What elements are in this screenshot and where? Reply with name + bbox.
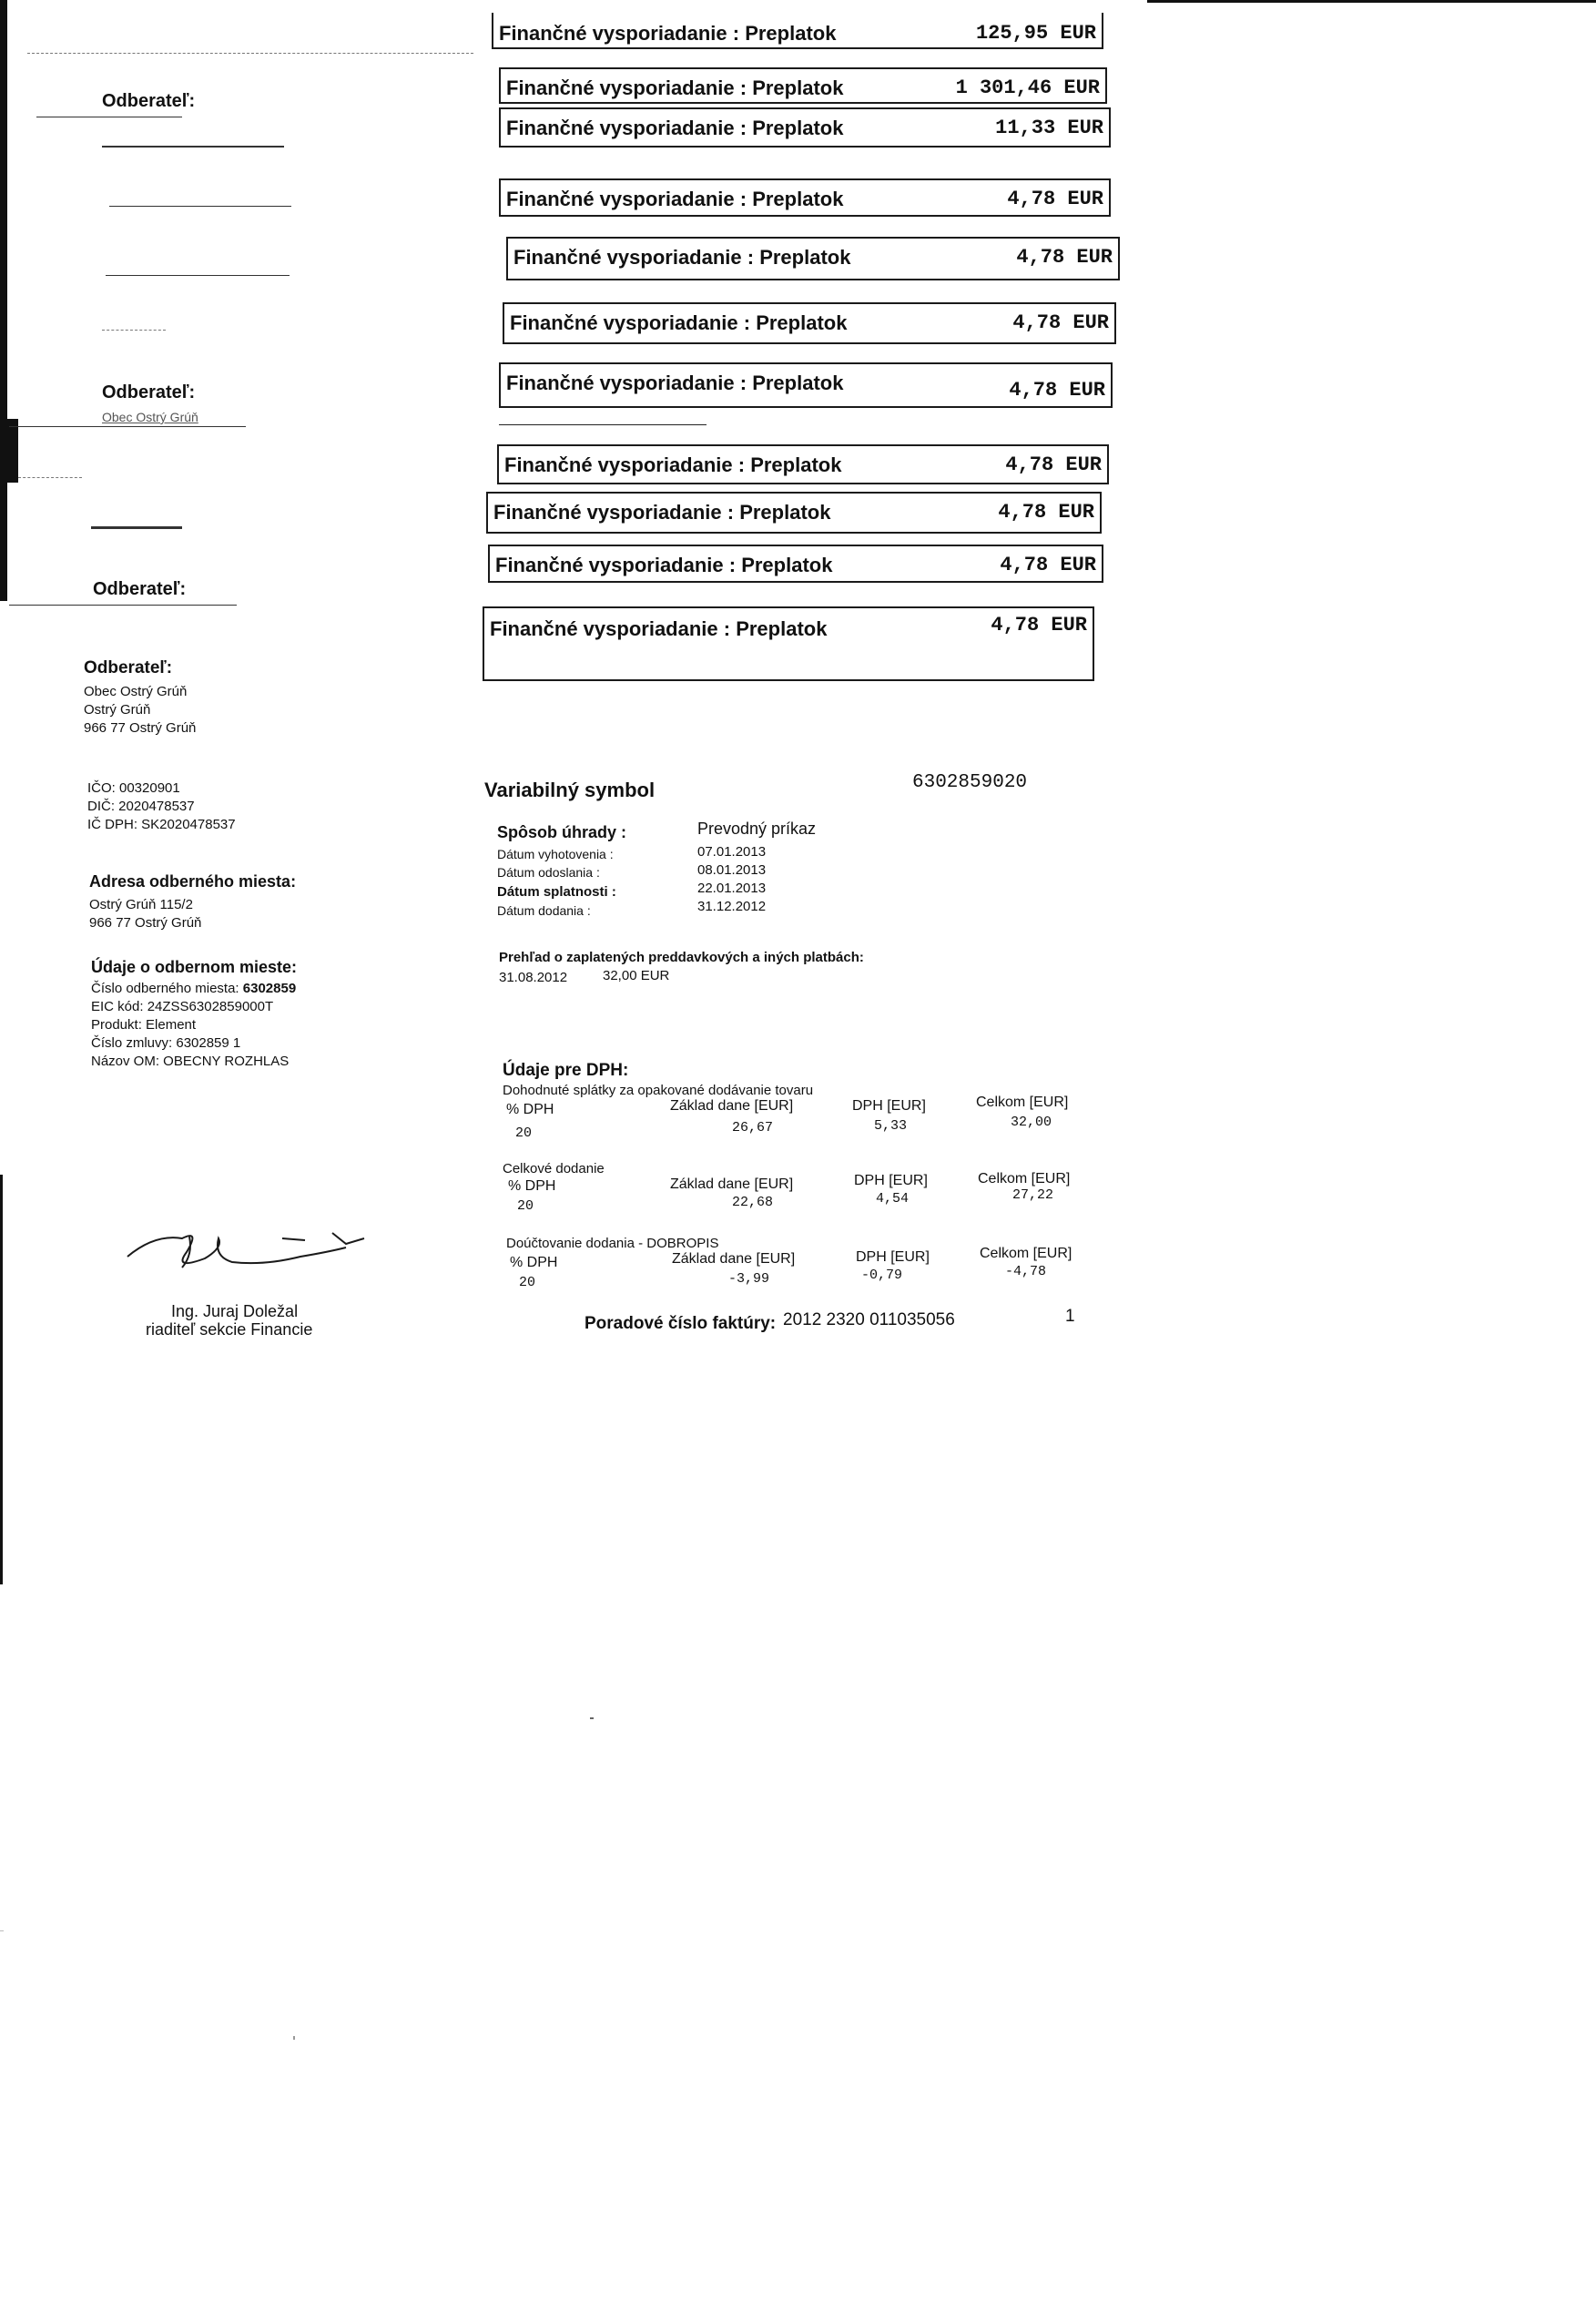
sent-date-label: Dátum odoslania : <box>497 865 600 880</box>
issue-date-label: Dátum vyhotovenia : <box>497 847 614 861</box>
advance-date: 31.08.2012 <box>499 970 568 985</box>
vat-rate-value: 20 <box>517 1198 534 1214</box>
header-box-amount: 4,78 EUR <box>991 614 1087 637</box>
vat-col-vat: DPH [EUR] <box>854 1173 928 1188</box>
divider <box>18 477 82 478</box>
header-box-label: Finančné vysporiadanie : Preplatok <box>510 311 848 334</box>
header-box <box>499 107 1111 148</box>
header-box <box>488 545 1103 583</box>
invoice-number-value: 2012 2320 011035056 <box>783 1310 955 1329</box>
header-box-amount: 1 301,46 EUR <box>955 76 1100 99</box>
vat-section-title: Doúčtovanie dodania - DOBROPIS <box>506 1236 719 1251</box>
header-box-label: Finančné vysporiadanie : Preplatok <box>495 554 833 576</box>
scan-speck <box>293 2036 295 2040</box>
header-box-amount: 4,78 EUR <box>1012 311 1109 334</box>
customer-heading: Odberateľ: <box>84 658 173 677</box>
header-box-amount: 4,78 EUR <box>1000 554 1096 576</box>
header-box-label: Finančné vysporiadanie : Preplatok <box>513 246 851 269</box>
customer-name: Obec Ostrý Grúň <box>84 684 188 699</box>
header-box-label: Finančné vysporiadanie : Preplatok <box>504 453 842 476</box>
divider <box>102 330 166 331</box>
header-box-amount: 11,33 EUR <box>995 117 1103 139</box>
delivery-address-heading: Adresa odberného miesta: <box>89 872 297 891</box>
odberatel-label: Odberateľ: <box>102 382 196 402</box>
header-box-label: Finančné vysporiadanie : Preplatok <box>506 76 844 99</box>
header-box <box>499 362 1113 408</box>
customer-dic: DIČ: 2020478537 <box>87 799 195 814</box>
header-box-amount: 125,95 EUR <box>975 22 1096 45</box>
delivery-point-om-name: Názov OM: OBECNY ROZHLAS <box>91 1054 290 1069</box>
header-box <box>499 178 1111 217</box>
advance-amount: 32,00 EUR <box>603 968 670 983</box>
divider <box>27 53 473 54</box>
vat-base-value: 22,68 <box>732 1195 774 1210</box>
delivery-point-number <box>91 980 296 998</box>
vat-section-title: Celkové dodanie <box>503 1161 605 1176</box>
divider <box>9 426 246 427</box>
delivery-point-heading: Údaje o odbernom mieste: <box>91 958 298 976</box>
vat-col-total: Celkom [EUR] <box>980 1246 1072 1261</box>
header-box-label: Finančné vysporiadanie : Preplatok <box>506 188 844 210</box>
delivery-point-product: Produkt: Element <box>91 1017 197 1033</box>
header-box-amount: 4,78 EUR <box>998 501 1094 524</box>
delivery-date-label: Dátum dodania : <box>497 903 591 918</box>
variable-symbol-value: 6302859020 <box>912 772 1028 793</box>
vat-col-rate: % DPH <box>508 1178 556 1194</box>
delivery-point-number-value: 6302859 <box>242 981 297 996</box>
signatory-title: riaditeľ sekcie Financie <box>146 1320 313 1339</box>
delivery-address-line: Ostrý Grúň 115/2 <box>89 897 193 912</box>
vat-base-value: 26,67 <box>732 1120 774 1136</box>
customer-street: Ostrý Grúň <box>84 702 151 718</box>
vat-total-value: -4,78 <box>1005 1264 1047 1279</box>
customer-name-faint: Obec Ostrý Grúň <box>102 410 198 424</box>
header-box <box>486 492 1102 534</box>
delivery-point-contract: Číslo zmluvy: 6302859 1 <box>91 1035 241 1051</box>
header-box <box>492 13 1103 49</box>
vat-col-rate: % DPH <box>510 1255 558 1270</box>
vat-col-rate: % DPH <box>506 1102 554 1117</box>
vat-col-vat: DPH [EUR] <box>852 1098 926 1114</box>
payment-method-value: Prevodný príkaz <box>697 820 817 838</box>
customer-ico: IČO: 00320901 <box>87 780 180 796</box>
vat-col-base: Základ dane [EUR] <box>672 1251 796 1267</box>
divider <box>109 206 291 207</box>
vat-col-total: Celkom [EUR] <box>976 1095 1069 1110</box>
header-box <box>499 67 1107 104</box>
header-box <box>506 237 1120 280</box>
customer-city: 966 77 Ostrý Grúň <box>84 720 197 736</box>
vat-heading: Údaje pre DPH: <box>503 1061 629 1080</box>
vat-total-value: 32,00 <box>1011 1115 1052 1130</box>
scan-edge-bar <box>0 0 7 601</box>
vat-col-vat: DPH [EUR] <box>856 1249 930 1265</box>
header-box-amount: 4,78 EUR <box>1009 379 1105 402</box>
header-box-label: Finančné vysporiadanie : Preplatok <box>493 501 831 524</box>
header-box <box>483 606 1094 681</box>
divider <box>499 424 707 425</box>
vat-col-base: Základ dane [EUR] <box>670 1176 794 1192</box>
vat-base-value: -3,99 <box>728 1271 770 1287</box>
vat-vat-value: 4,54 <box>876 1191 910 1207</box>
odberatel-label: Odberateľ: <box>93 579 187 599</box>
divider <box>106 275 290 276</box>
vat-vat-value: -0,79 <box>861 1268 903 1283</box>
issue-date-value: 07.01.2013 <box>697 844 767 860</box>
due-date-label: Dátum splatnosti : <box>497 884 616 900</box>
scan-edge-bar <box>5 419 18 483</box>
signatory-name: Ing. Juraj Doležal <box>171 1302 299 1320</box>
header-box-label: Finančné vysporiadanie : Preplatok <box>506 372 844 394</box>
scan-edge-bar <box>0 1175 3 1584</box>
vat-rate-value: 20 <box>515 1125 533 1141</box>
delivery-date-value: 31.12.2012 <box>697 899 767 914</box>
vat-col-base: Základ dane [EUR] <box>670 1098 794 1114</box>
scan-speck <box>590 1717 594 1719</box>
delivery-point-number-label: Číslo odberného miesta: <box>91 981 239 996</box>
delivery-address-line: 966 77 Ostrý Grúň <box>89 915 202 931</box>
due-date-value: 22.01.2013 <box>697 881 767 896</box>
scan-edge-bar <box>1147 0 1596 3</box>
header-box-amount: 4,78 EUR <box>1016 246 1113 269</box>
header-box-label: Finančné vysporiadanie : Preplatok <box>490 617 828 640</box>
header-box-label: Finančné vysporiadanie : Preplatok <box>499 22 837 45</box>
divider <box>9 605 237 606</box>
header-box-label: Finančné vysporiadanie : Preplatok <box>506 117 844 139</box>
odberatel-label: Odberateľ: <box>102 91 196 111</box>
header-box <box>497 444 1109 484</box>
variable-symbol-label: Variabilný symbol <box>484 779 656 801</box>
scan-line <box>0 1930 4 1931</box>
header-box <box>503 302 1116 344</box>
advances-heading: Prehľad o zaplatených preddavkových a iných platbách: <box>499 950 864 965</box>
header-box-amount: 4,78 EUR <box>1007 188 1103 210</box>
delivery-point-eic: EIC kód: 24ZSS6302859000T <box>91 999 274 1014</box>
vat-total-value: 27,22 <box>1012 1187 1054 1203</box>
vat-vat-value: 5,33 <box>874 1118 908 1134</box>
sent-date-value: 08.01.2013 <box>697 862 767 878</box>
customer-ic-dph: IČ DPH: SK2020478537 <box>87 817 236 832</box>
header-box-amount: 4,78 EUR <box>1005 453 1102 476</box>
signature-image <box>118 1202 391 1284</box>
divider <box>102 146 284 148</box>
vat-section-title: Dohodnuté splátky za opakované dodávanie tovaru <box>503 1083 814 1098</box>
divider <box>91 526 182 529</box>
invoice-number-label: Poradové číslo faktúry: <box>585 1314 777 1333</box>
page-number: 1 <box>1065 1307 1075 1326</box>
vat-rate-value: 20 <box>519 1275 536 1290</box>
vat-col-total: Celkom [EUR] <box>978 1171 1071 1186</box>
payment-method-label: Spôsob úhrady : <box>497 823 627 841</box>
